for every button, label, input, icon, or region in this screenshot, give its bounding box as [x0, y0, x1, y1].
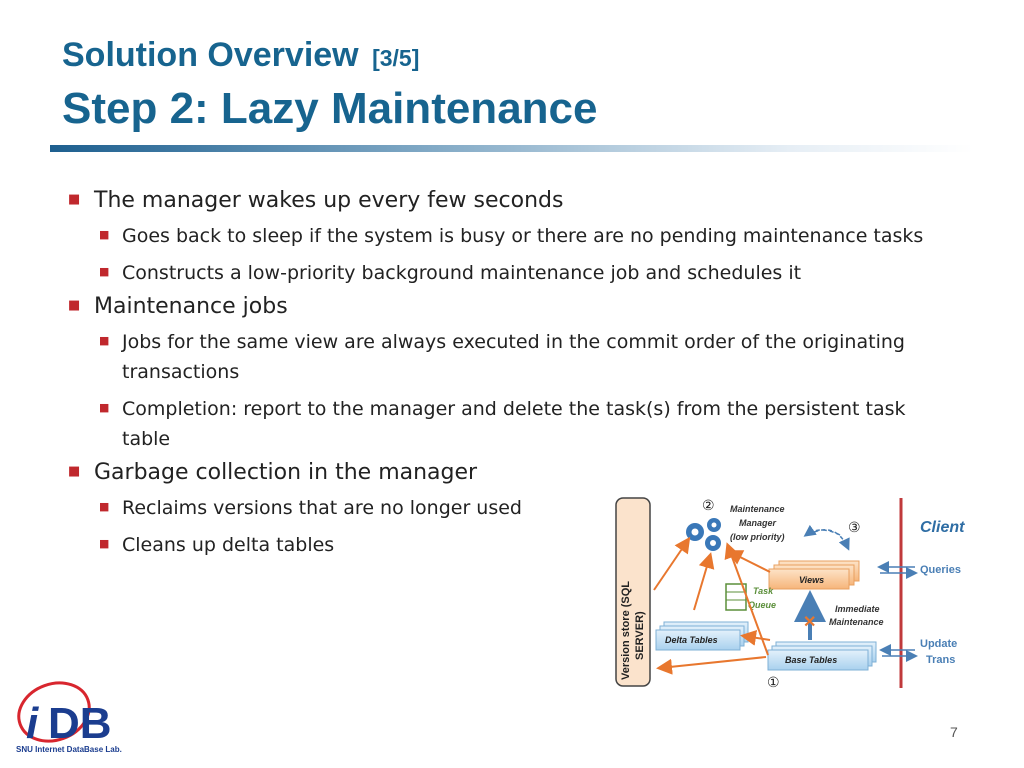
bullet-level1	[62, 186, 952, 216]
bullet-marker: ■	[99, 228, 110, 241]
gear-icon	[686, 518, 721, 551]
base-tables-label: Base Tables	[785, 655, 838, 665]
bullet-marker: ■	[99, 265, 110, 278]
bullet-level2	[62, 221, 952, 251]
bullet-level1	[62, 292, 952, 322]
circle-2: ②	[702, 497, 715, 513]
immediate-label-1: Immediate	[835, 604, 880, 614]
bullet-text: The manager wakes up every few seconds	[94, 188, 564, 213]
cross-icon: ✕	[803, 614, 817, 631]
manager-label-2: Manager	[739, 518, 777, 528]
idb-logo	[14, 676, 129, 756]
manager-to-views-arrow	[808, 530, 848, 548]
bullet-level2	[62, 394, 952, 454]
title-text: Solution Overview	[62, 36, 359, 74]
bullet-text: Cleans up delta tables	[122, 534, 335, 556]
circle-3: ③	[848, 519, 861, 535]
manager-label-1: Maintenance	[730, 504, 785, 514]
bullet-marker: ■	[68, 298, 81, 313]
architecture-diagram	[610, 490, 990, 700]
page-number: 7	[950, 724, 958, 740]
bullet-text: Constructs a low-priority background maintenance job and schedules it	[122, 262, 802, 284]
bullet-text: Goes back to sleep if the system is busy or there are no pending maintenance tasks	[122, 225, 924, 247]
bullet-marker: ■	[99, 334, 110, 347]
slide-title-step: Step 2: Lazy Maintenance	[62, 84, 598, 133]
bullet-marker: ■	[99, 537, 110, 550]
immediate-label-2: Maintenance	[829, 617, 884, 627]
update-label-1: Update	[920, 638, 958, 650]
bullet-marker: ■	[99, 500, 110, 513]
slide-title-overview	[62, 36, 419, 75]
bullet-level2	[62, 327, 952, 387]
task-queue-label-1: Task	[753, 586, 774, 596]
bullet-marker: ■	[68, 464, 81, 479]
circle-1: ①	[767, 674, 780, 690]
delta-tables-label: Delta Tables	[665, 635, 718, 645]
update-label-2: Trans	[926, 654, 956, 666]
bullet-marker: ■	[99, 401, 110, 414]
svg-text:i: i	[26, 699, 39, 748]
svg-text:DB: DB	[48, 699, 112, 748]
manager-label-3: (low priority)	[730, 532, 785, 542]
queries-label: Queries	[920, 564, 961, 576]
bullet-level2	[62, 258, 952, 288]
bullet-text: Maintenance jobs	[94, 294, 288, 319]
bullet-text: Completion: report to the manager and delete the task(s) from the persistent task table	[122, 398, 906, 450]
title-step-counter: [3/5]	[372, 45, 420, 71]
client-label: Client	[920, 519, 965, 536]
task-queue-label-2: Queue	[748, 600, 777, 610]
logo-caption: SNU Internet DataBase Lab.	[16, 745, 122, 754]
bullet-marker: ■	[68, 192, 81, 207]
version-store-label-2: SERVER)	[634, 611, 646, 660]
bullet-text: Garbage collection in the manager	[94, 460, 478, 485]
version-store-label: Version store (SQL	[620, 580, 632, 680]
views-label: Views	[799, 575, 825, 585]
title-divider	[50, 145, 974, 152]
bullet-text: Reclaims versions that are no longer used	[122, 497, 522, 519]
bullet-level1	[62, 458, 952, 488]
bullet-text: Jobs for the same view are always executed in the commit order of the originating transactions	[122, 331, 905, 383]
